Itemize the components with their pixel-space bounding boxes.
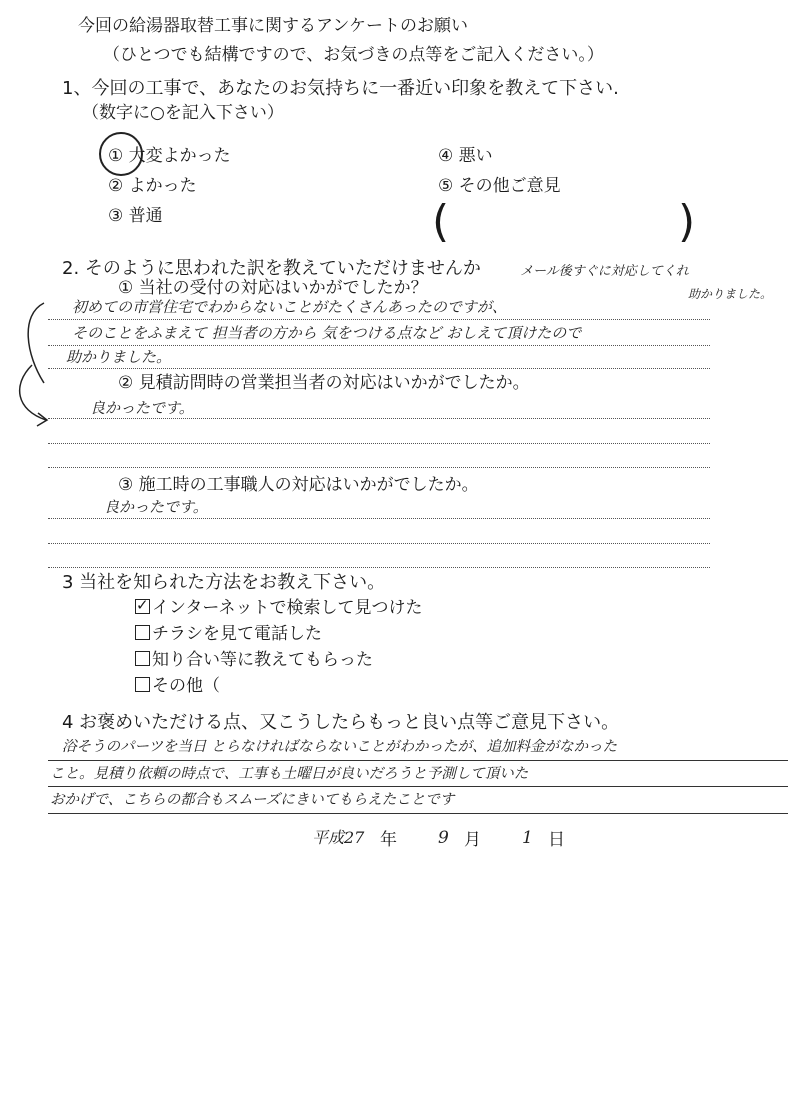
- q3-option-internet[interactable]: [135, 597, 422, 619]
- q1-option-5[interactable]: ⑤ その他ご意見: [438, 176, 561, 196]
- q4-title: 4 お褒めいただける点、又こうしたらもっと良い点等ご意見下さい。: [62, 712, 620, 733]
- q1-title: 1、今回の工事で、あなたのお気持ちに一番近い印象を教えて下さい.: [62, 78, 619, 99]
- q3-option-acquaintance[interactable]: [135, 649, 373, 671]
- q1-note: （数字に○を記入下さい）: [82, 103, 284, 123]
- answer-line: [48, 345, 710, 346]
- q2-answer-1-line-2[interactable]: そのことをふまえて 担当者の方から 気をつける点など おしえて頂けたので: [72, 324, 582, 342]
- q3-option-other[interactable]: [135, 675, 220, 697]
- q4-answer-line-3[interactable]: おかげで、こちらの都合もスムーズにきいてもらえたことです: [50, 792, 455, 808]
- q2-answer-1-line-1[interactable]: 初めての市営住宅でわからないことがたくさんあったのですが、: [72, 298, 507, 316]
- q3-option-label: その他（: [152, 676, 220, 696]
- answer-line: [48, 518, 710, 519]
- q2-sub1: ① 当社の受付の対応はいかがでしたか？: [118, 278, 428, 298]
- q2-side-note-1: メール後すぐに対応してくれ: [520, 264, 689, 279]
- answer-line: [48, 467, 710, 468]
- date-era-year: 平成27: [312, 828, 365, 847]
- date-month: 9: [438, 828, 449, 848]
- date-day-unit: 日: [548, 830, 565, 850]
- q2-answer-1-line-3[interactable]: 助かりました。: [66, 348, 172, 366]
- q2-title: 2. そのように思われた訳を教えていただけませんか: [62, 258, 481, 279]
- q1-other-paren-open: (: [432, 196, 450, 247]
- q3-option-label: 知り合い等に教えてもらった: [152, 650, 373, 670]
- q1-option-1[interactable]: ① 大変よかった: [108, 146, 231, 166]
- answer-line: [48, 368, 710, 369]
- q4-answer-line-1[interactable]: 浴そうのパーツを当日 とらなければならないことがわかったが、追加料金がなかった: [62, 739, 618, 755]
- answer-line: [48, 319, 710, 320]
- q1-option-2[interactable]: ② よかった: [108, 176, 197, 196]
- q3-option-label: チラシを見て電話した: [152, 624, 322, 644]
- survey-title: 今回の給湯器取替工事に関するアンケートのお願い: [78, 16, 468, 36]
- q2-side-note-2: 助かりました。: [688, 287, 773, 301]
- q3-option-flyer[interactable]: [135, 623, 322, 645]
- checkbox-checked[interactable]: [135, 599, 150, 614]
- q2-sub3: ③ 施工時の工事職人の対応はいかがでしたか。: [118, 475, 479, 495]
- answer-line: [48, 418, 710, 419]
- checkbox[interactable]: [135, 625, 150, 640]
- q3-title: 3 当社を知られた方法をお教え下さい。: [62, 572, 386, 593]
- checkbox[interactable]: [135, 677, 150, 692]
- date-year-unit: 年: [380, 830, 397, 850]
- answer-line: [48, 786, 788, 787]
- date-month-unit: 月: [464, 830, 481, 850]
- answer-line: [48, 760, 788, 761]
- date-day: 1: [522, 828, 533, 848]
- answer-line: [48, 567, 710, 568]
- answer-line: [48, 543, 710, 544]
- q1-option-4[interactable]: ④ 悪い: [438, 146, 493, 166]
- answer-line: [48, 443, 710, 444]
- q2-answer-3[interactable]: 良かったです。: [104, 498, 208, 516]
- q4-answer-line-2[interactable]: こと。見積り依頼の時点で、工事も土曜日が良いだろうと予測して頂いた: [50, 766, 529, 782]
- q1-other-paren-close: ): [678, 196, 696, 247]
- answer-line: [48, 813, 788, 814]
- checkbox[interactable]: [135, 651, 150, 666]
- q2-sub2: ② 見積訪問時の営業担当者の対応はいかがでしたか。: [118, 373, 530, 393]
- q3-option-label: インターネットで検索して見つけた: [152, 598, 423, 618]
- survey-subtitle: （ひとつでも結構ですので、お気づきの点等をご記入ください。）: [103, 45, 604, 65]
- q2-answer-2[interactable]: 良かったです。: [90, 399, 194, 417]
- q1-option-3[interactable]: ③ 普通: [108, 206, 163, 226]
- handwritten-arrow-icon: [10, 295, 60, 435]
